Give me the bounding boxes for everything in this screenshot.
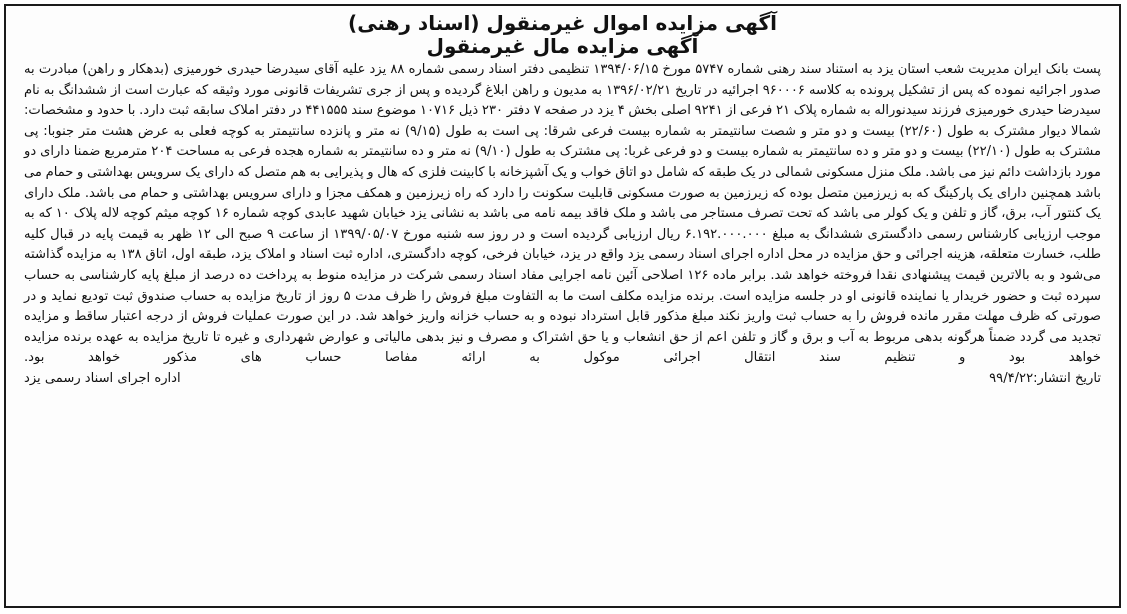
publish-date-label: تاریخ انتشار: <box>1033 370 1101 386</box>
notice-title: آگهی مزایده اموال غیرمنقول (اسناد رهنی) <box>348 11 777 35</box>
publish-date-line <box>989 369 1101 389</box>
notice-footer <box>24 369 1101 389</box>
publish-date: ۹۹/۴/۲۲ <box>989 370 1034 386</box>
notice-body: پست بانک ایران مدیریت شعب استان یزد به استناد سند رهنی شماره ۵۷۴۷ مورخ ۱۳۹۴/۰۶/۱۵ تنظیمی دفتر اسناد رسمی شماره ۸۸ یزد علیه آقای سیدرضا حیدری خورمیزی (بدهکار و راهن) مبادرت به صدور اجرائیه نموده که پس از تشکیل پرونده به کلاسه ۹۶۰۰۰۶ اجرائیه در تاریخ ۱۳۹۶/۰۲/۲۱ به مدیون و راهن ابلاغ گردیده و پس از جری تشریفات قانونی مورد وثیقه که عبارت است از ششدانگ به نام سیدرضا حیدری خورمیزی فرزند سیدنوراله به شماره پلاک ۲۱ فرعی از ۹۲۴۱ اصلی بخش ۴ یزد در صفحه ۷ دفتر ۲۳۰ ذیل ۱۰۷۱۶ موضوع سند ۴۴۱۵۵۵ در دفتر املاک سابقه ثبت دارد. با حدود و مشخصات: شمالا دیوار مشترک به طول (۲۲/۶۰) بیست و دو متر و شصت سانتیمتر به شماره بیست فرعی شرقا: پی است به طول (۹/۱۵) نه متر و پانزده سانتیمتر به کوچه فعلی به عرض هشت متر جنوبا: پی مشترک به طول (۲۲/۱۰) بیست و دو متر و ده سانتیمتر به شماره بیست و دو فرعی غربا: پی مشترک به طول (۹/۱۰) نه متر و ده سانتیمتر به شماره هجده فرعی به مساحت ۲۰۴ مترمربع ضمنا دارای دو مورد بازداشت دائم نیز می باشد. ملک منزل مسکونی شمالی در یک طبقه که شامل دو اتاق خواب و یک آشپزخانه با کابینت فلزی که هال و پذیرایی به هم متصل که دارای یک سرویس بهداشتی و حمام می باشد همچنین دارای یک پارکینگ که به زیرزمین متصل بوده که زیرزمین به صورت مسکونی قابلیت سکونت را دارد که راه زیرزمین و همکف مجزا و دارای سرویس بهداشتی و حمام می باشد. ملک دارای یک کنتور آب، برق، گاز و تلفن و یک کولر می باشد که تحت تصرف مستاجر می باشد و ملک فاقد بیمه نامه می باشد به نشانی یزد خیابان شهید عابدی کوچه شماره ۱۶ کوچه میثم کوچه لاله پلاک ۱۰ که به موجب ارزیابی کارشناس رسمی دادگستری ششدانگ به مبلغ ۶.۱۹۲.۰۰۰.۰۰۰ ریال ارزیابی گردیده است و در روز سه شنبه مورخ ۱۳۹۹/۰۵/۰۷ از ساعت ۹ صبح الی ۱۲ ظهر به قیمت پایه در قبال کلیه طلب، خسارت متعلقه، هزینه اجرائی و حق مزایده در محل اداره اجرای اسناد رسمی یزد واقع در یزد، خیابان فرخی، کوچه دادگستری، اداره ثبت اسناد و املاک یزد، طبقه اول، اتاق ۱۳۸ به مزایده گذاشته می‌شود و به بالاترین قیمت پیشنهادی نقدا فروخته خواهد شد. برابر ماده ۱۲۶ اصلاحی آئین نامه اجرایی مفاد اسناد رسمی شرکت در مزایده منوط به پرداخت ده درصد از مبلغ پایه کارشناسی به حساب سپرده ثبت و حضور خریدار یا نماینده قانونی او در جلسه مزایده است. برنده مزایده مکلف است ما به التفاوت مبلغ فروش را ظرف مدت ۵ روز از تاریخ مزایده به حساب صندوق ثبت تودیع نماید و در صورتی که ظرف مهلت مقرر مانده فروش را به حساب ثبت واریز نکند مبلغ مذکور قابل استرداد نبوده و به حساب خزانه واریز خواهد شد. در این صورت عملیات فروش از درجه اعتبار ساقط و مزایده تجدید می گردد ضمناً هرگونه بدهی مربوط به آب و برق و گاز و تلفن اعم از حق انشعاب و یا حق اشتراک و مصرف و نیز بدهی مالیاتی و عوارض شهرداری و غیره تا تاریخ مزایده به عهده برنده مزایده خواهد بود و تنظیم سند انتقال اجرائی موکول به ارائه مفاصا حساب های مذکور خواهد بود. <box>24 62 1101 366</box>
issuer-name: اداره اجرای اسناد رسمی یزد <box>24 370 181 386</box>
auction-notice <box>4 4 1121 608</box>
notice-subtitle: آگهی مزایده مال غیرمنقول <box>426 34 699 58</box>
